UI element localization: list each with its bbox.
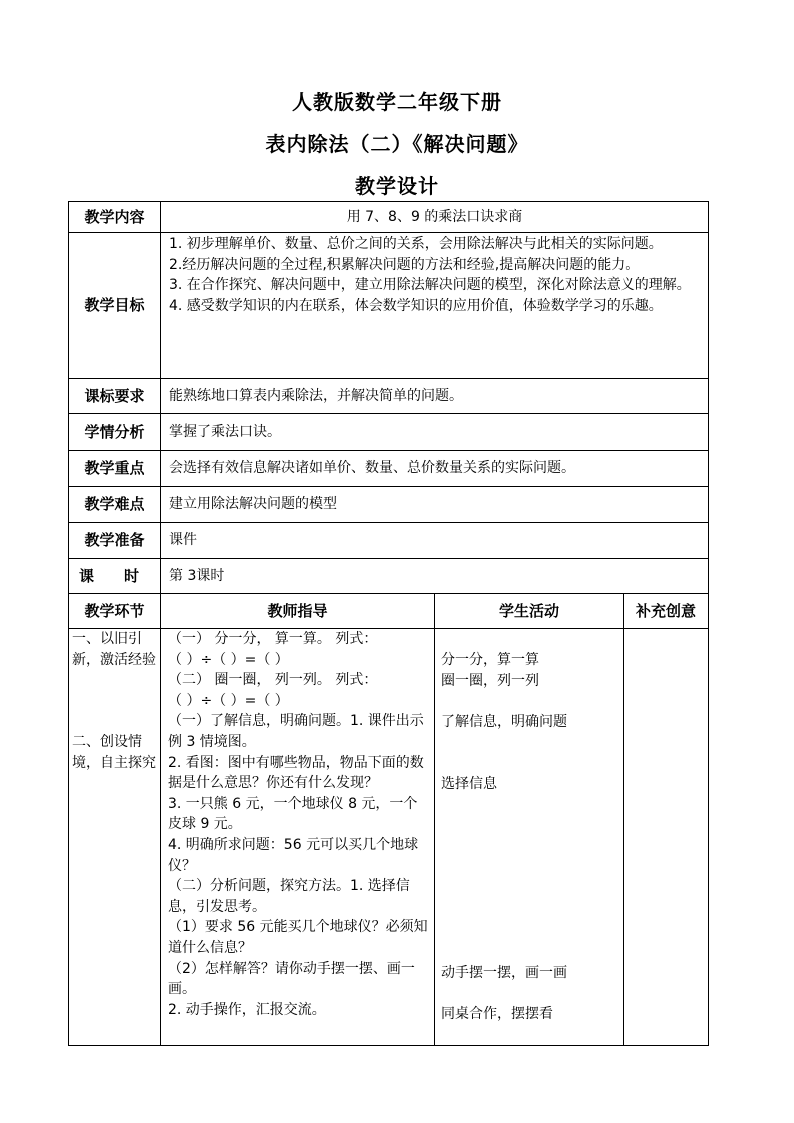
stage-column (72, 629, 158, 1045)
goal-item: 1. 初步理解单价、数量、总价之间的关系，会用除法解决与此相关的实际问题。 (169, 236, 663, 252)
teacher-step: 2. 看图：图中有哪些物品，物品下面的数据是什么意思？你还有什么发现？ (168, 754, 424, 792)
teacher-step: （二）分析问题，探究方法。1. 选择信息，引发思考。 (168, 878, 410, 915)
goal-item: 2.经历解决问题的全过程,积累解决问题的方法和经验,提高解决问题的能力。 (169, 256, 640, 273)
extra-column (624, 629, 708, 1045)
teacher-step: （一）了解信息，明确问题。1. 课件出示例 3 情境图。 (168, 713, 424, 750)
design-title: 教学设计 (355, 174, 439, 198)
standard-label: 课标要求 (84, 386, 145, 405)
prep-value: 课件 (169, 532, 197, 549)
analysis-value: 掌握了乘法口诀。 (169, 423, 281, 440)
student-activity: 圈一圈，列一列 (441, 673, 539, 689)
student-activity: 分一分，算一算 (441, 652, 539, 668)
standard-value: 能熟练地口算表内乘除法，并解决简单的问题。 (169, 387, 463, 404)
document-title: 人教版数学二年级下册 (292, 90, 502, 114)
goal-item: 3. 在合作探究、解决问题中，建立用除法解决问题的模型，深化对除法意义的理解。 (169, 277, 691, 294)
difficulty-label: 教学难点 (84, 495, 145, 514)
teacher-step: （2）怎样解答？请你动手摆一摆、画一画。 (168, 960, 415, 998)
stage-item: 二、创设情境，自主探究 (72, 734, 156, 771)
analysis-label: 学情分析 (84, 422, 145, 441)
student-activity: 动手摆一摆，画一画 (441, 965, 567, 981)
content-label: 教学内容 (84, 207, 145, 226)
teacher-step: （ ）÷（ ）=（ ） (168, 651, 289, 668)
period-value: 第 3课时 (169, 567, 225, 584)
process-header-extra: 补充创意 (635, 601, 696, 620)
process-header-student: 学生活动 (498, 601, 559, 620)
teacher-step: （二） 圈一圈， 列一列。 列式： (168, 672, 378, 689)
student-activity: 了解信息，明确问题 (441, 714, 567, 730)
focus-label: 教学重点 (84, 459, 145, 478)
teacher-step: 3. 一只熊 6 元，一个地球仪 8 元，一个皮球 9 元。 (168, 795, 418, 833)
goals-list (161, 233, 708, 378)
teacher-step: 2. 动手操作，汇报交流。 (168, 1001, 326, 1018)
difficulty-value: 建立用除法解决问题的模型 (169, 496, 337, 513)
teacher-step: 4. 明确所求问题：56 元可以买几个地球仪？ (168, 836, 419, 874)
prep-label: 教学准备 (84, 531, 145, 550)
content-value: 用 7、8、9 的乘法口诀求商 (346, 208, 523, 225)
teacher-step: （ ）÷（ ）=（ ） (168, 692, 289, 709)
teacher-step: （1）要求 56 元能买几个地球仪？必须知道什么信息？ (168, 919, 428, 956)
lesson-title: 表内除法（二）《解决问题》 (265, 132, 529, 156)
process-header-teacher: 教师指导 (267, 601, 328, 620)
teacher-step: （一） 分一分， 算一算。 列式： (168, 631, 378, 647)
student-activity: 同桌合作，摆摆看 (441, 1006, 553, 1022)
goal-item: 4. 感受数学知识的内在联系，体会数学知识的应用价值，体验数学学习的乐趣。 (169, 297, 663, 314)
goals-label: 教学目标 (84, 296, 145, 315)
process-header-stage: 教学环节 (84, 601, 145, 620)
stage-item: 一、以旧引新，激活经验 (72, 631, 156, 668)
student-activity: 选择信息 (441, 776, 497, 792)
period-label: 课 时 (79, 566, 140, 585)
teacher-column (164, 629, 432, 1045)
focus-value: 会选择有效信息解决诸如单价、数量、总价数量关系的实际问题。 (169, 460, 575, 477)
student-column (441, 629, 621, 1045)
